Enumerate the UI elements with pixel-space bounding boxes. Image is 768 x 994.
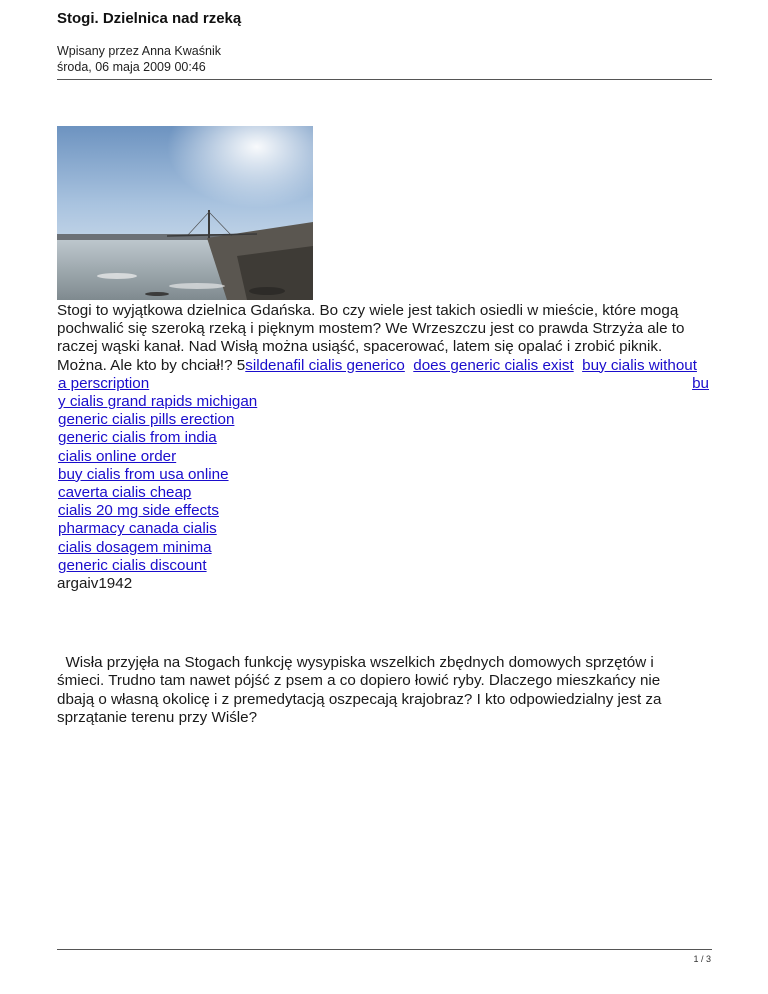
spam-link[interactable]: generic cialis discount [58,556,207,574]
spam-link[interactable]: bu [692,374,709,392]
page-number: 1 / 3 [693,954,711,964]
spam-link[interactable]: caverta cialis cheap [58,484,192,502]
second-paragraph [57,654,697,728]
trailing-text: argaiv1942 [57,575,133,593]
spam-link[interactable]: cialis dosagem minima [58,538,212,556]
article-author: Wpisany przez Anna Kwaśnik [57,44,221,58]
intro-paragraph: Stogi to wyjątkowa dzielnica Gdańska. Bo czy wiele jest takich osiedli w mieście, które mogą pochwalić się szeroką rzeką i pięknym mostem? We Wrzeszczu jest co prawda Strzyża ale to raczej wąski kanał. Nad Wisłą można usiąść, spacerować, latem się opalać i zrobić piknik. Można. Ale kto by chciał!? 5 [57,302,685,374]
spam-link[interactable]: does generic cialis exist [413,356,574,374]
spam-link[interactable]: generic cialis from india [58,429,217,447]
spam-link[interactable]: cialis 20 mg side effects [58,502,219,520]
river-bridge-photo [57,126,313,300]
spam-link[interactable]: buy cialis from usa online [58,465,229,483]
footer-divider [57,949,712,950]
spam-link[interactable]: buy cialis without [582,356,697,374]
second-paragraph-text: Wisła przyjęła na Stogach funkcję wysypiska wszelkich zbędnych domowych sprzętów i śmieci. Trudno tam nawet pójść z psem a co dopiero łowić ryby. Dlaczego mieszkańcy nie dbają o własną okolicę i z premedytacją oszpecają krajobraz? I kto odpowiedzialny jest za sprzątanie terenu przy Wiśle? [57,654,662,727]
links-row [57,375,709,393]
spam-link[interactable]: sildenafil cialis generico [245,356,405,374]
link-list [58,393,709,575]
spam-link[interactable]: a perscription [58,374,150,392]
spam-link[interactable]: y cialis grand rapids michigan [58,393,258,411]
article-title: Stogi. Dzielnica nad rzeką [57,10,242,27]
article-date: środa, 06 maja 2009 00:46 [57,60,206,74]
spam-link[interactable]: pharmacy canada cialis [58,520,217,538]
spam-link[interactable]: generic cialis pills erection [58,411,235,429]
spam-link[interactable]: cialis online order [58,447,177,465]
article-body [57,302,709,593]
header-divider [57,79,712,80]
